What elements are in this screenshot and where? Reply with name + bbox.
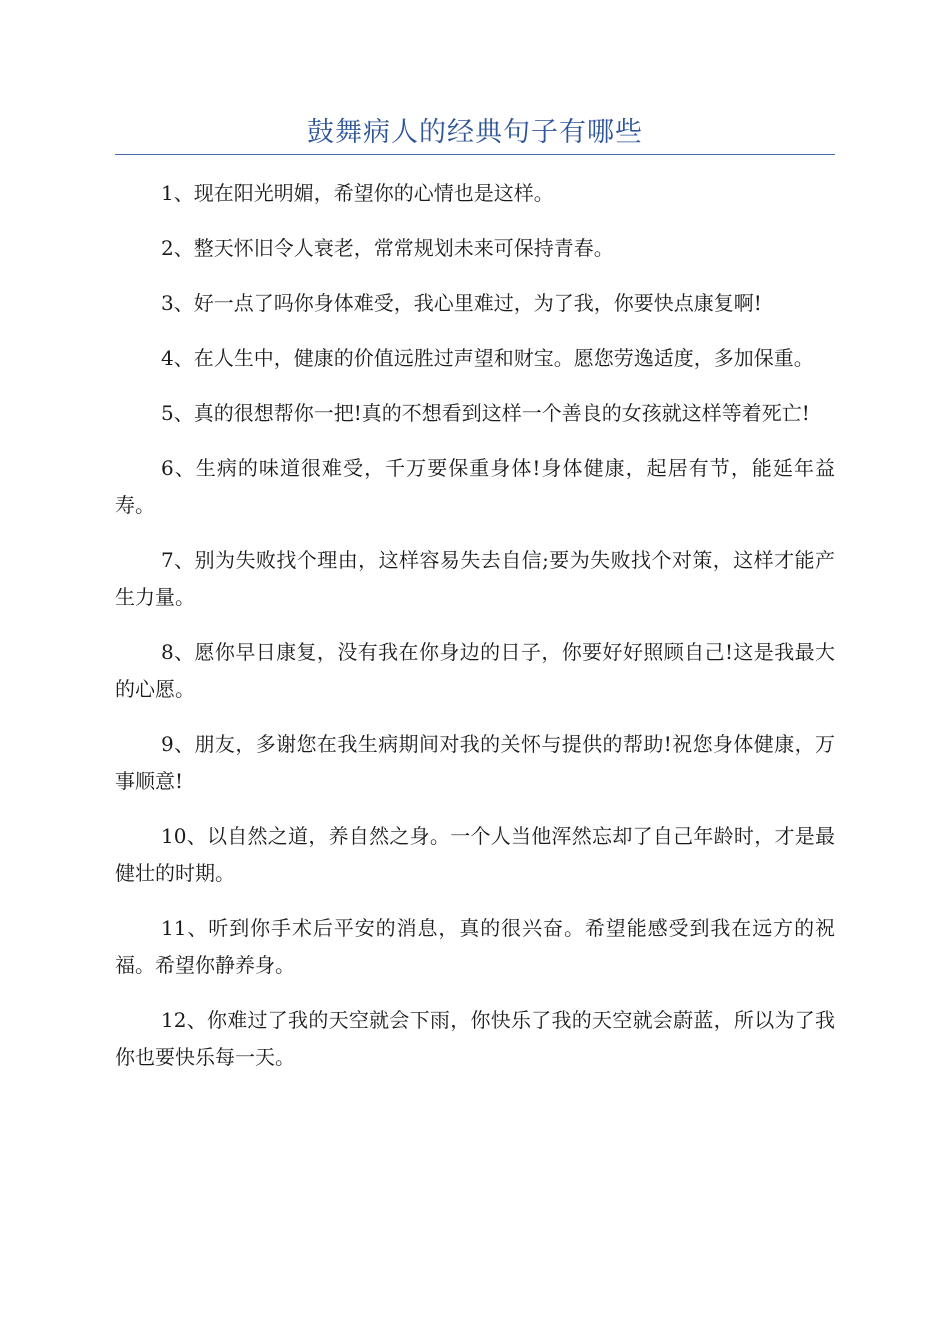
paragraph-5: 5、真的很想帮你一把!真的不想看到这样一个善良的女孩就这样等着死亡! [161,401,810,425]
paragraph-9: 9、朋友，多谢您在我生病期间对我的关怀与提供的帮助!祝您身体健康，万事顺意! [115,732,835,793]
paragraph-6: 6、生病的味道很难受，千万要保重身体!身体健康，起居有节，能延年益寿。 [115,456,835,517]
paragraph-1: 1、现在阳光明媚，希望你的心情也是这样。 [161,181,554,205]
paragraph-4: 4、在人生中，健康的价值远胜过声望和财宝。愿您劳逸适度，多加保重。 [161,346,814,370]
title-underline [115,154,835,155]
paragraph-7: 7、别为失败找个理由，这样容易失去自信;要为失败找个对策，这样才能产生力量。 [115,548,835,609]
paragraph-2: 2、整天怀旧令人衰老，常常规划未来可保持青春。 [161,236,614,260]
paragraph-12: 12、你难过了我的天空就会下雨，你快乐了我的天空就会蔚蓝，所以为了我你也要快乐每一天。 [115,1008,835,1069]
paragraph-8: 8、愿你早日康复，没有我在你身边的日子，你要好好照顾自己!这是我最大的心愿。 [115,640,835,701]
paragraph-11: 11、听到你手术后平安的消息，真的很兴奋。希望能感受到我在远方的祝福。希望你静养身。 [115,916,835,977]
paragraph-10: 10、以自然之道，养自然之身。一个人当他浑然忘却了自己年龄时，才是最健壮的时期。 [115,824,835,885]
paragraph-3: 3、好一点了吗你身体难受，我心里难过，为了我，你要快点康复啊! [161,291,762,315]
page-title: 鼓舞病人的经典句子有哪些 [307,117,643,148]
document-body [115,175,835,1094]
